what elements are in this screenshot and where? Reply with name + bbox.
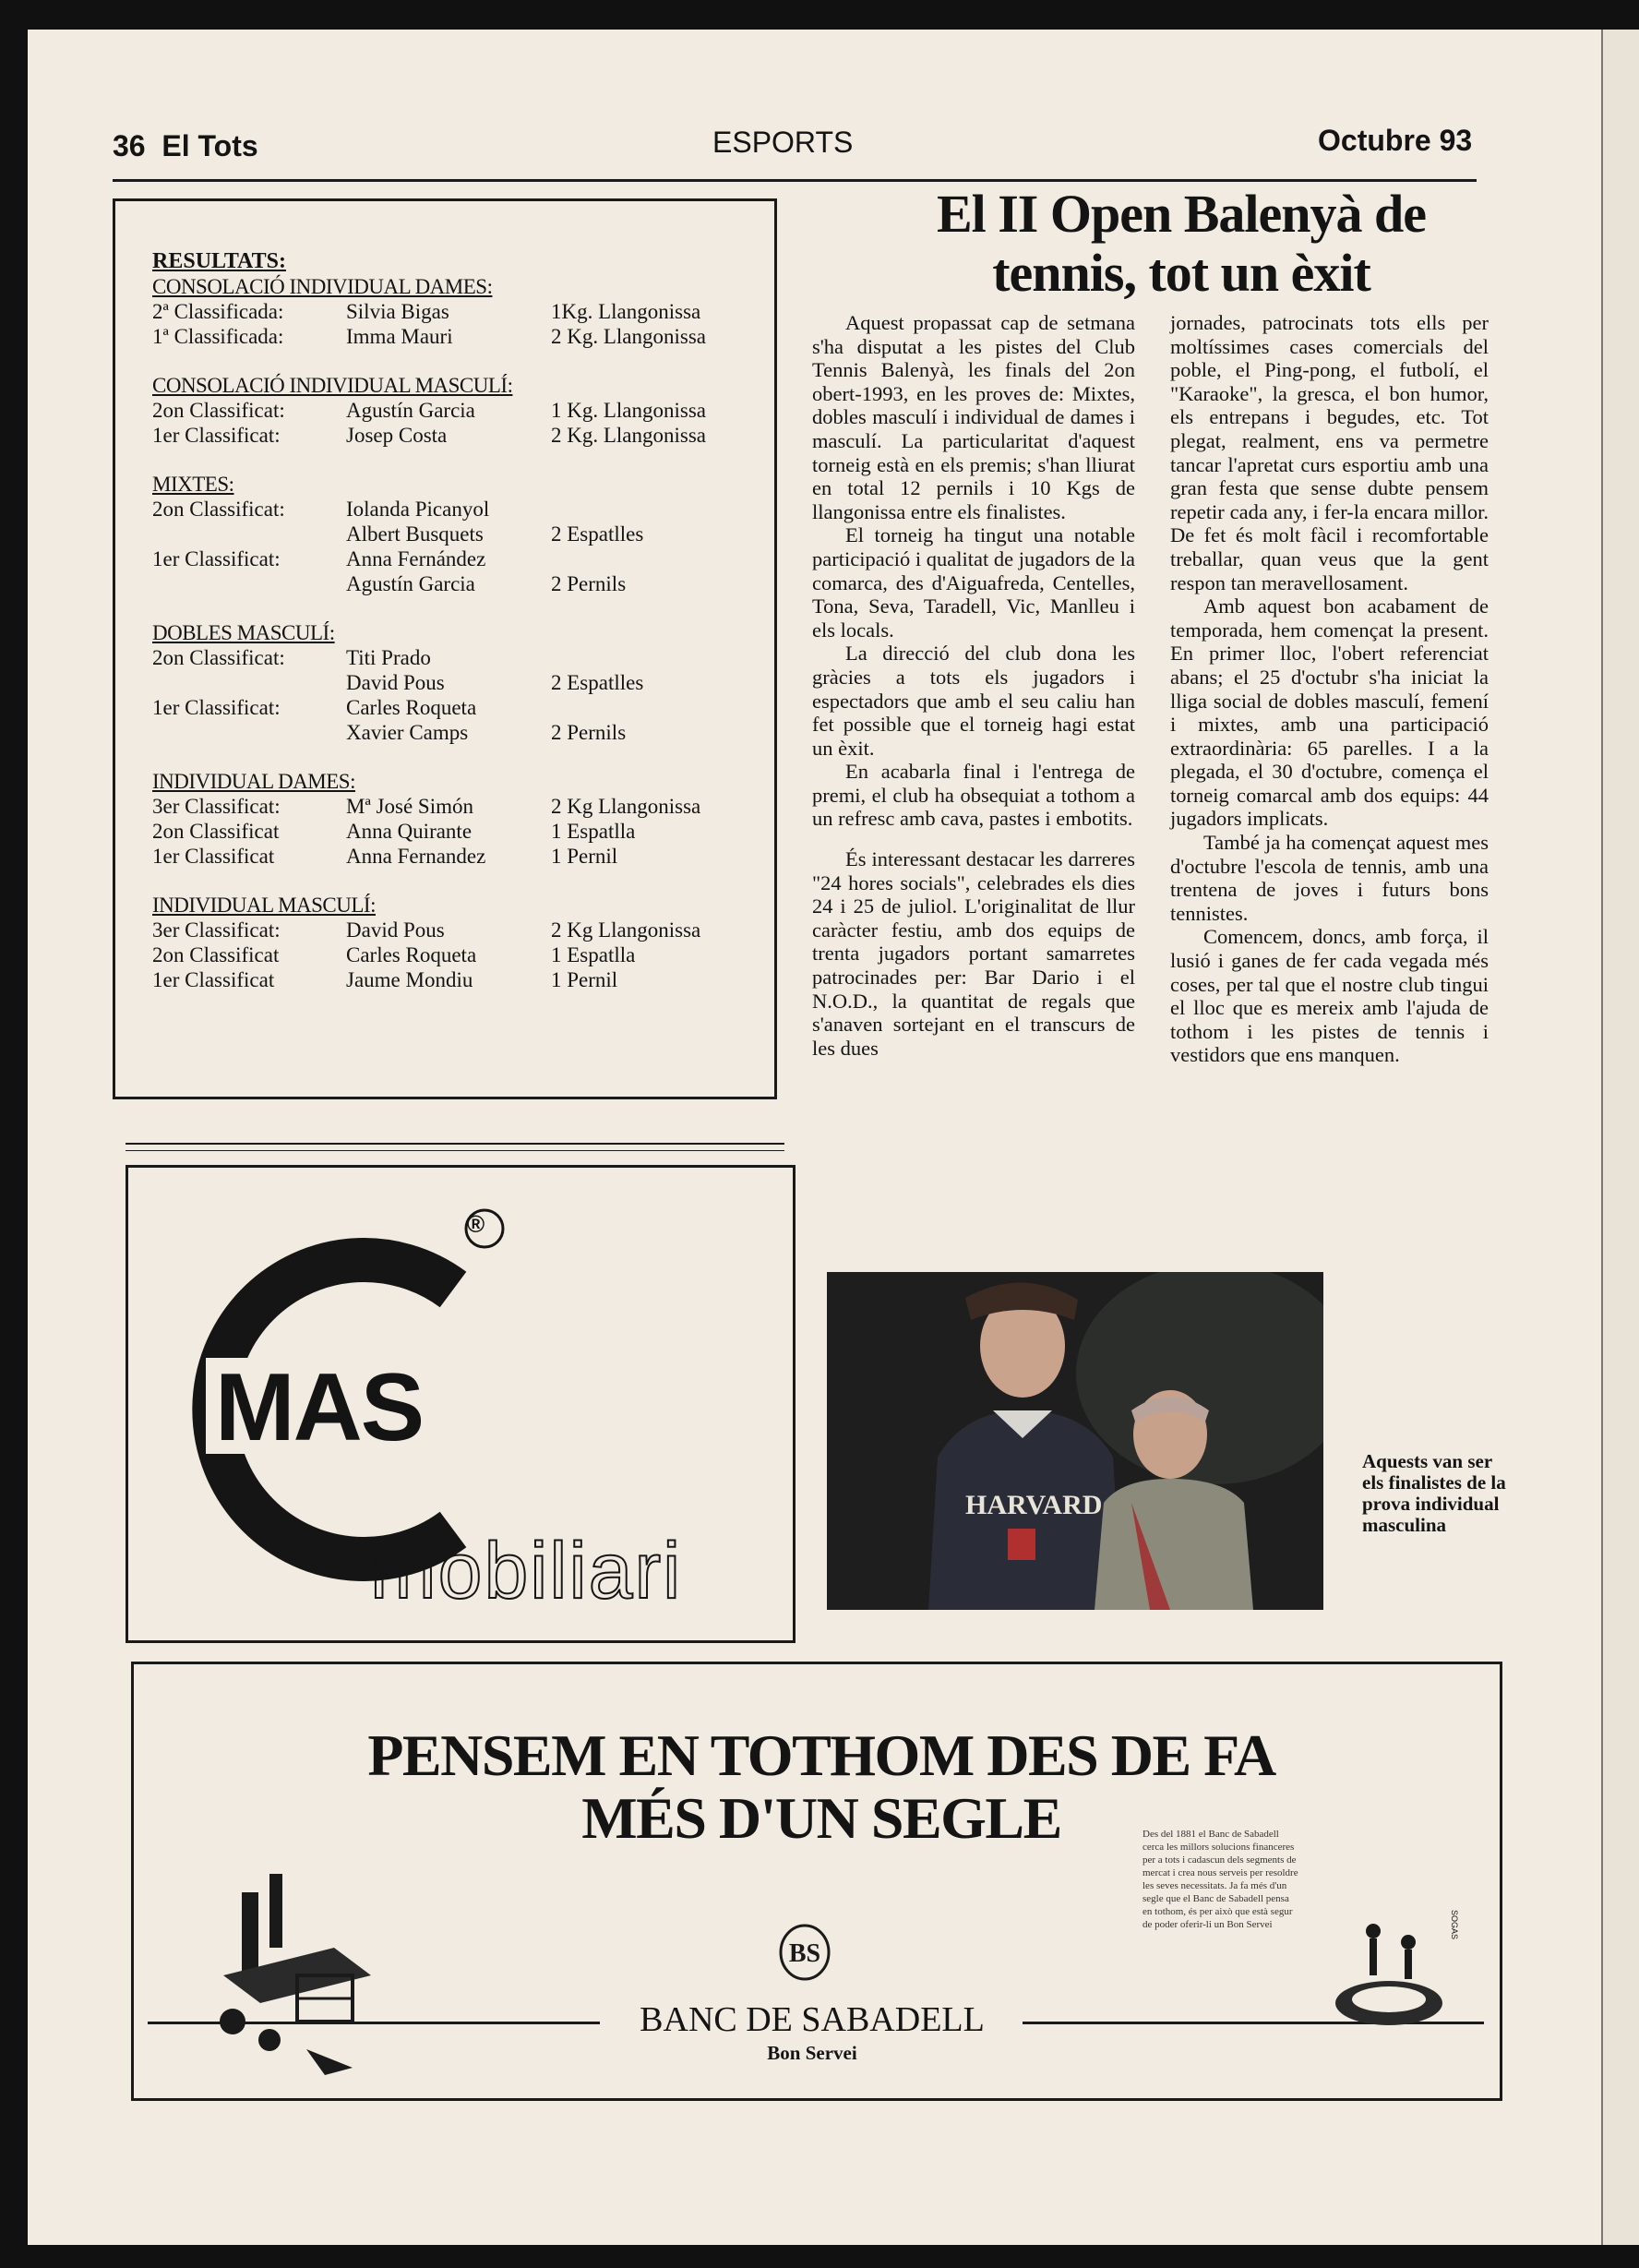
result-place: 3er Classificat: bbox=[152, 918, 281, 942]
result-place: 2on Classificat: bbox=[152, 399, 285, 422]
headline-line-2: tennis, tot un èxit bbox=[992, 243, 1370, 303]
result-prize: 2 Kg. Llangonissa bbox=[551, 424, 707, 447]
article-column-1 bbox=[812, 311, 1135, 1060]
result-place: 2on Classificat bbox=[152, 943, 280, 966]
result-place: 2on Classificat: bbox=[152, 646, 285, 669]
results-row bbox=[152, 299, 765, 324]
bank-small-print: Des del 1881 el Banc de Sabadell cerca les millors solucions financeres per a tots i cadascun dels segments de mercat i crea nous serveis per resoldre les seves necessitats. Ja fa més d'un segle que el Banc de Sabadell pensa en tothom, és per això que està segur de poder oferir-li un Bon Servei bbox=[1143, 1829, 1298, 1930]
results-title: RESULTATS: bbox=[152, 249, 286, 273]
result-player: Mª José Simón bbox=[346, 795, 473, 818]
result-place: 1er Classificat: bbox=[152, 696, 281, 719]
article-paragraph: Amb aquest bon acabament de temporada, hem començat la present. En primer lloc, l'obert referenciat abans; el 25 d'octubr s'ha iniciat la lliga social de dobles masculí, femení i mixtes, amb una participació extraordinària: 65 parelles. I a la plegada, el 30 d'octubre, comença el torneig comarcal amb dos equips: 44 jugadors implicats. bbox=[1170, 594, 1489, 831]
results-section bbox=[152, 373, 765, 448]
result-player: Agustín Garcia bbox=[346, 572, 475, 595]
results-section-heading: INDIVIDUAL MASCULÍ: bbox=[152, 894, 376, 917]
divider-rule bbox=[126, 1150, 784, 1151]
result-place: 1er Classificat bbox=[152, 845, 275, 868]
results-row bbox=[152, 942, 765, 967]
result-place: 1er Classificat bbox=[152, 968, 275, 991]
results-row bbox=[152, 571, 765, 596]
results-section bbox=[152, 769, 765, 869]
result-place: 1ª Classificada: bbox=[152, 325, 284, 348]
results-section-heading: CONSOLACIÓ INDIVIDUAL MASCULÍ: bbox=[152, 374, 513, 397]
figures-illustration-icon bbox=[1329, 1911, 1449, 2031]
result-prize: 1 Espatlla bbox=[551, 943, 636, 966]
result-place bbox=[152, 571, 346, 596]
results-row bbox=[152, 423, 765, 448]
article-paragraph: També ja ha començat aquest mes d'octubre l'escola de tennis, amb una trentena de joves i futurs bons tennistes. bbox=[1170, 831, 1489, 925]
results-row bbox=[152, 497, 765, 522]
article-paragraph: El torneig ha tingut una notable participació i qualitat de jugadors de la comarca, des d'Aiguafreda, Centelles, Tona, Seva, Taradell, Vic, Manlleu i els locals. bbox=[812, 523, 1135, 642]
finalists-photo bbox=[827, 1272, 1323, 1610]
issue-date: Octubre 93 bbox=[1318, 124, 1473, 157]
registered-mark: ® bbox=[467, 1210, 485, 1238]
result-player: Carles Roqueta bbox=[346, 696, 477, 719]
result-place: 2on Classificat: bbox=[152, 498, 285, 521]
result-place: 3er Classificat: bbox=[152, 795, 281, 818]
monogram-text: BS bbox=[788, 1939, 821, 1968]
headline-line-1: El II Open Balenyà de bbox=[936, 184, 1427, 244]
results-row bbox=[152, 324, 765, 349]
bank-side-text: SOGAS bbox=[1450, 1909, 1460, 1940]
result-prize: 2 Pernils bbox=[551, 721, 627, 744]
mas-logo-text: MAS bbox=[215, 1354, 424, 1461]
result-place bbox=[152, 670, 346, 695]
publication-name: El Tots bbox=[162, 129, 258, 162]
page-number: 36 El Tots bbox=[113, 129, 258, 162]
result-place bbox=[152, 720, 346, 745]
results-row bbox=[152, 645, 765, 670]
result-place: 2on Classificat bbox=[152, 820, 280, 843]
result-player: Jaume Mondiu bbox=[346, 968, 473, 991]
bank-slogan: Bon Servei bbox=[767, 2042, 857, 2064]
results-row bbox=[152, 695, 765, 720]
results-section-heading: CONSOLACIÓ INDIVIDUAL DAMES: bbox=[152, 275, 493, 298]
results-section bbox=[152, 893, 765, 992]
result-player: Josep Costa bbox=[346, 424, 448, 447]
results-row bbox=[152, 819, 765, 844]
result-prize: 2 Espatlles bbox=[551, 522, 644, 546]
result-player: Anna Fernandez bbox=[346, 845, 486, 868]
result-player: Imma Mauri bbox=[346, 325, 453, 348]
results-row bbox=[152, 398, 765, 423]
result-prize: 1Kg. Llangonissa bbox=[551, 300, 701, 323]
photo-shirt-text: HARVARD bbox=[965, 1490, 1103, 1520]
result-prize: 2 Pernils bbox=[551, 572, 627, 595]
result-place: 1er Classificat: bbox=[152, 547, 281, 570]
bank-rule-left bbox=[148, 2022, 600, 2024]
result-player: Silvia Bigas bbox=[346, 300, 449, 323]
result-player: Xavier Camps bbox=[346, 721, 469, 744]
results-row bbox=[152, 670, 765, 695]
article-paragraph: jornades, patrocinats tots ells per moltíssimes cases comercials del poble, el Ping-pong, el futbolí, el "Karaoke", la gresca, el bon humor, els entrepans i begudes, etc. Tot plegat, realment, ens va permetre tancar l'apretat curs esportiu amb una gran festa que sense dubte pensem repetir cada any, i fer-la encara millor. De fet és molt fàcil i recomfortable treballar, quan veus que la gent respon tan meravellosament. bbox=[1170, 311, 1489, 594]
result-prize: 2 Kg Llangonissa bbox=[551, 795, 701, 818]
results-list bbox=[152, 249, 765, 992]
results-row bbox=[152, 967, 765, 992]
results-row bbox=[152, 720, 765, 745]
result-player: Titi Prado bbox=[346, 646, 431, 669]
results-row bbox=[152, 794, 765, 819]
results-row bbox=[152, 844, 765, 869]
results-box bbox=[113, 198, 777, 1099]
results-section-heading: MIXTES: bbox=[152, 473, 234, 496]
result-prize: 2 Espatlles bbox=[551, 671, 644, 694]
results-section bbox=[152, 620, 765, 745]
mobiliari-tagline: mobiliari bbox=[370, 1527, 683, 1615]
result-player: Anna Quirante bbox=[346, 820, 473, 843]
result-place: 1er Classificat: bbox=[152, 424, 281, 447]
article-paragraph: Aquest propassat cap de setmana s'ha disputat a les pistes del Club Tennis Balenyà, les finals del 2on obert-1993, en les proves de: Mixtes, dobles masculí i individual de dames i masculí. La particularitat d'aquest torneig està en els premis; s'han lliurat en total 12 pernils i 10 Kgs de llangonissa entre els finalistes. bbox=[812, 311, 1135, 523]
result-prize: 2 Kg Llangonissa bbox=[551, 918, 701, 942]
article-paragraph: És interessant destacar les darreres "24 hores socials", celebrades els dies 24 i 25 de juliol. L'originalitat de llur caràcter festiu, amb dos equips de trenta jugadors portant samarretes patrocinades per: Bar Dario i el N.O.D., la quantitat de regals que s'anaven sortejant en el transcurs de les dues bbox=[812, 847, 1135, 1060]
result-player: Albert Busquets bbox=[346, 522, 484, 546]
result-player: Agustín Garcia bbox=[346, 399, 475, 422]
result-player: Carles Roqueta bbox=[346, 943, 477, 966]
article-headline bbox=[812, 185, 1550, 303]
header-rule bbox=[113, 179, 1477, 182]
result-prize: 2 Kg. Llangonissa bbox=[551, 325, 707, 348]
bank-headline-line-1: PENSEM EN TOTHOM DES DE FA bbox=[367, 1722, 1275, 1788]
bank-name: BANC DE SABADELL bbox=[640, 2000, 985, 2039]
result-player: Iolanda Picanyol bbox=[346, 498, 490, 521]
section-title: ESPORTS bbox=[712, 126, 854, 159]
factory-illustration-icon bbox=[205, 1865, 389, 2077]
results-section bbox=[152, 472, 765, 596]
photo-scene bbox=[827, 1272, 1323, 1610]
result-place: 2ª Classificada: bbox=[152, 300, 284, 323]
article-paragraph: En acabarla final i l'entrega de premi, el club ha obsequiat a tothom a un refresc amb cava, pastes i embotits. bbox=[812, 760, 1135, 831]
result-place bbox=[152, 522, 346, 546]
results-row bbox=[152, 546, 765, 571]
results-section bbox=[152, 274, 765, 349]
article-paragraph: La direcció del club dona les gràcies a tots els jugadors i espectadors que amb el seu caliu han fet possible que el torneig hagi estat un èxit. bbox=[812, 642, 1135, 760]
result-prize: 1 Kg. Llangonissa bbox=[551, 399, 707, 422]
results-row bbox=[152, 918, 765, 942]
bank-headline-line-2: MÉS D'UN SEGLE bbox=[581, 1785, 1061, 1851]
result-player: Anna Fernández bbox=[346, 547, 486, 570]
next-page-edge bbox=[1601, 30, 1639, 2245]
result-player: David Pous bbox=[346, 671, 445, 694]
result-prize: 1 Espatlla bbox=[551, 820, 636, 843]
article-column-2 bbox=[1170, 311, 1489, 1067]
mas-mobiliari-ad bbox=[126, 1165, 796, 1643]
result-prize: 1 Pernil bbox=[551, 845, 618, 868]
divider-rule bbox=[126, 1143, 784, 1145]
result-player: David Pous bbox=[346, 918, 445, 942]
article-paragraph: Comencem, doncs, amb força, il lusió i ganes de fer cada vegada més coses, per tal que el nostre club tingui el lloc que es mereix amb l'ajuda de tothom i les pistes de tennis i vestidors que ens manquen. bbox=[1170, 925, 1489, 1067]
bank-monogram-icon bbox=[777, 1923, 832, 1982]
results-row bbox=[152, 522, 765, 546]
results-section-heading: INDIVIDUAL DAMES: bbox=[152, 770, 355, 793]
photo-caption: Aquests van ser els finalistes de la prova individual masculina bbox=[1362, 1450, 1506, 1536]
result-prize: 1 Pernil bbox=[551, 968, 618, 991]
results-section-heading: DOBLES MASCULÍ: bbox=[152, 621, 335, 644]
